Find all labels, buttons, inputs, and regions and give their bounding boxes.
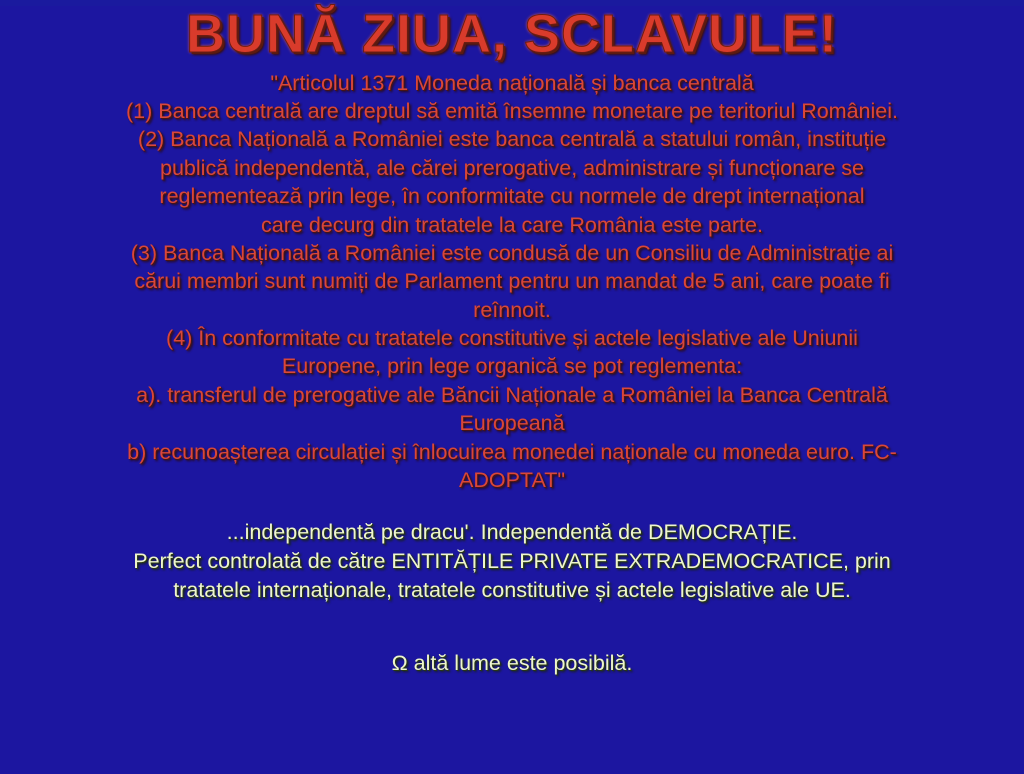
- commentary-line: ...independentă pe dracu'. Independentă de DEMOCRAȚIE.: [226, 520, 798, 545]
- quote-line: ADOPTAT": [459, 467, 565, 492]
- quote-line: (1) Banca centrală are dreptul să emită însemne monetare pe teritoriul României.: [126, 99, 898, 124]
- legal-quote-block: [0, 69, 1024, 495]
- quote-line: b) recunoașterea circulației și înlocuirea monedei naționale cu moneda euro. FC-: [127, 439, 897, 464]
- page-title: BUNĂ ZIUA, SCLAVULE!: [186, 4, 838, 64]
- quote-line: (3) Banca Națională a României este condusă de un Consiliu de Administrație ai: [130, 240, 894, 265]
- slide-canvas: [0, 6, 1024, 774]
- quote-line: publică independentă, ale cărei prerogative, administrare și funcționare se: [160, 155, 864, 180]
- commentary-line: Perfect controlată de către ENTITĂȚILE PRIVATE EXTRADEMOCRATICE, prin: [133, 549, 891, 574]
- quote-line: cărui membri sunt numiți de Parlament pentru un mandat de 5 ani, care poate fi: [134, 269, 890, 294]
- quote-line: a). transferul de prerogative ale Băncii Naționale a României la Banca Centrală: [136, 382, 888, 407]
- quote-line: Europene, prin lege organică se pot reglementa:: [281, 354, 743, 379]
- commentary-line: tratatele internaționale, tratatele constitutive și actele legislative ale UE.: [173, 578, 851, 603]
- quote-line: reglementează prin lege, în conformitate cu normele de drept internațional: [159, 184, 865, 209]
- quote-line: (4) În conformitate cu tratatele constitutive și actele legislative ale Uniunii: [166, 326, 858, 351]
- quote-line: "Articolul 1371 Moneda națională și banca centrală: [270, 70, 754, 95]
- quote-line: (2) Banca Națională a României este banca centrală a statului român, instituție: [137, 127, 887, 152]
- closing-slogan: Ω altă lume este posibilă.: [391, 651, 633, 676]
- quote-line: Europeană: [459, 411, 565, 436]
- quote-line: care decurg din tratatele la care România este parte.: [261, 212, 763, 237]
- quote-line: reînnoit.: [473, 297, 551, 322]
- commentary-block: [0, 518, 1024, 605]
